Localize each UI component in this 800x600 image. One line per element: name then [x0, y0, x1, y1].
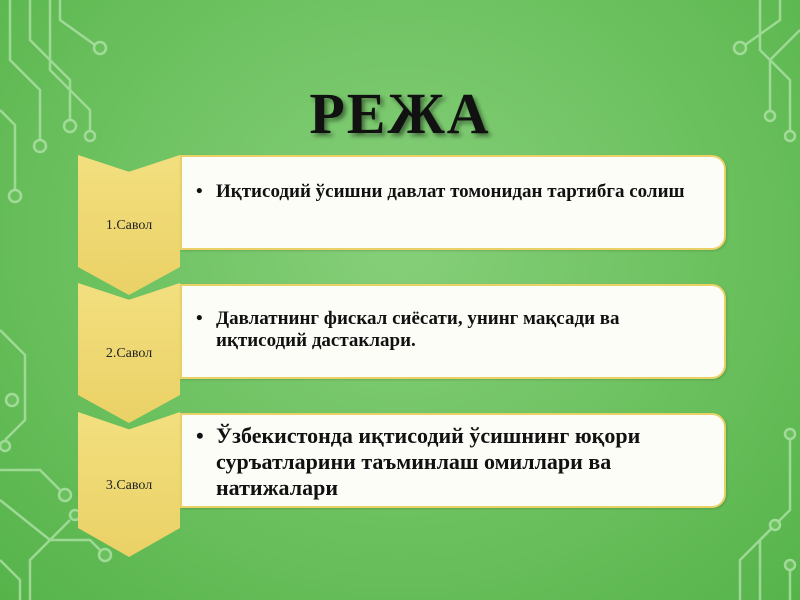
bullet-3: •	[196, 423, 204, 448]
item-3-card	[180, 413, 726, 508]
bullet-2: •	[196, 308, 203, 329]
item-2-label: 2.Савол	[105, 346, 153, 361]
item-2-text-block	[196, 308, 710, 352]
slide-title: РЕЖА	[309, 81, 491, 146]
item-1-label: 1.Савол	[105, 218, 153, 233]
item-1-card	[180, 155, 726, 250]
item-1-text: Иқтисодий ўсишни давлат томонидан тартибга солиш	[216, 181, 685, 202]
item-3-label: 3.Савол	[105, 478, 153, 493]
item-3-text-block	[196, 423, 710, 501]
item-2-card	[180, 284, 726, 379]
bullet-1: •	[196, 181, 203, 202]
item-2-text: Давлатнинг фискал сиёсати, унинг мақсади ва иқтисодий дастаклари.	[216, 308, 620, 351]
item-1-text-block	[196, 181, 710, 203]
item-3-text: Ўзбекистонда иқтисодий ўсишнинг юқори суръатларини таъминлаш омиллари ва натижалари	[216, 423, 641, 500]
